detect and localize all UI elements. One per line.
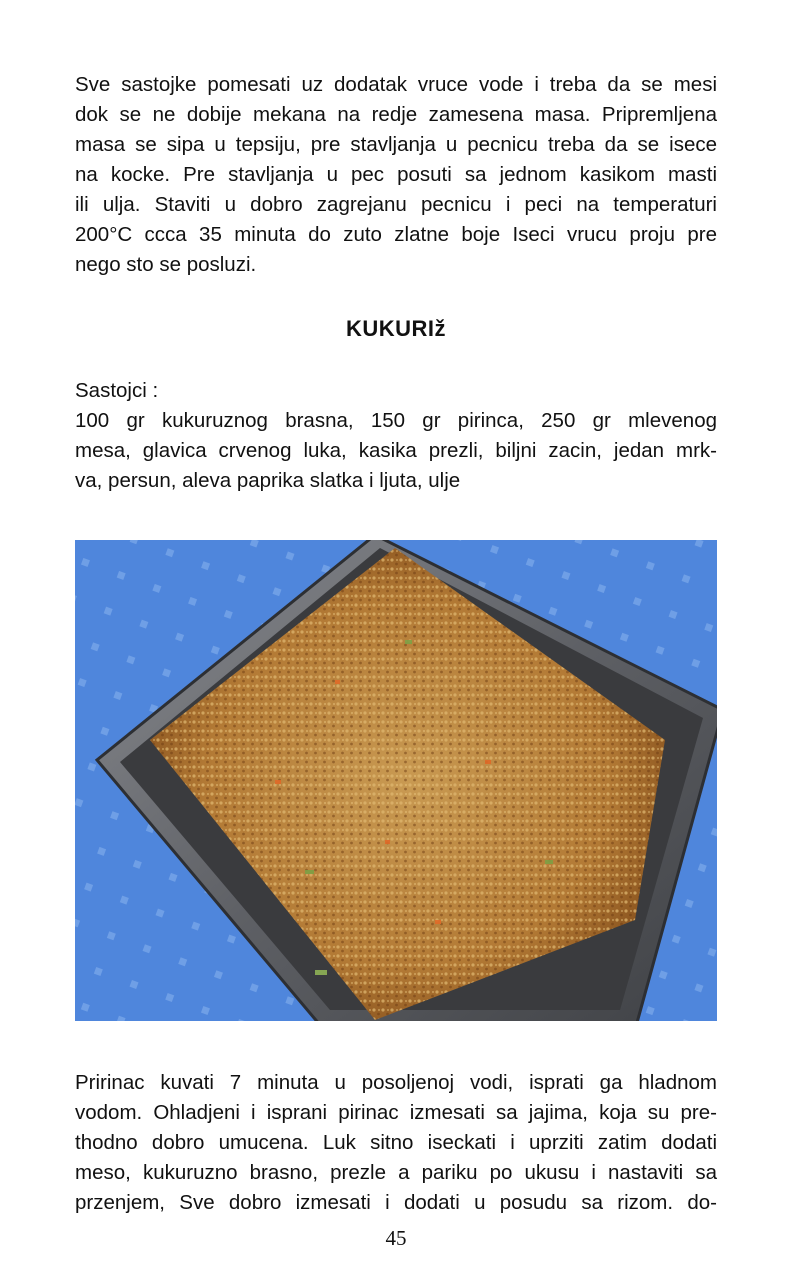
ingredients-label: Sastojci :: [75, 379, 159, 402]
page-number: 45: [385, 1226, 407, 1250]
intro-line: dok se ne dobije mekana na redje zamesena masa. Pripremljena: [75, 103, 717, 126]
ingredients-line: 100 gr kukuruznog brasna, 150 gr pirinca, 250 gr mlevenog: [75, 409, 717, 432]
method-line: thodno dobro umucena. Luk sitno iseckati i uprziti zatim dodati: [75, 1131, 717, 1154]
recipe-title: KUKURIž: [345, 316, 447, 341]
intro-line: masa se sipa u tepsiju, pre stavljanja u pecnicu treba da se isece: [75, 133, 717, 156]
intro-line: na kocke. Pre stavljanja u pec posuti sa jednom kasikom masti: [75, 163, 717, 186]
intro-line: nego sto se posluzi.: [75, 253, 257, 276]
method-line: meso, kukuruzno brasno, prezle a pariku po ukusu i nastaviti sa: [75, 1161, 717, 1184]
dish-photo: [75, 540, 717, 1021]
ingredients-line: mesa, glavica crvenog luka, kasika prezli, biljni zacin, jedan mrk-: [75, 439, 717, 462]
intro-line: ili ulja. Staviti u dobro zagrejanu pecnicu i peci na temperaturi: [75, 193, 717, 216]
ingredients-line: va, persun, aleva paprika slatka i ljuta, ulje: [75, 469, 461, 492]
intro-line: Sve sastojke pomesati uz dodatak vruce vode i treba da se mesi: [75, 73, 717, 96]
method-paragraph: [75, 1068, 717, 1218]
method-line: Pririnac kuvati 7 minuta u posoljenoj vodi, isprati ga hladnom: [75, 1071, 717, 1094]
intro-line: 200°C ccca 35 minuta do zuto zlatne boje Iseci vrucu proju pre: [75, 223, 717, 246]
method-line: vodom. Ohladjeni i isprani pirinac izmesati sa jajima, koja su pre-: [75, 1101, 717, 1124]
dish-photo-illustration: [75, 540, 717, 1021]
method-line: przenjem, Sve dobro izmesati i dodati u posudu sa rizom. do-: [75, 1191, 717, 1214]
intro-paragraph: [75, 70, 717, 280]
ingredients-section: [75, 376, 717, 496]
